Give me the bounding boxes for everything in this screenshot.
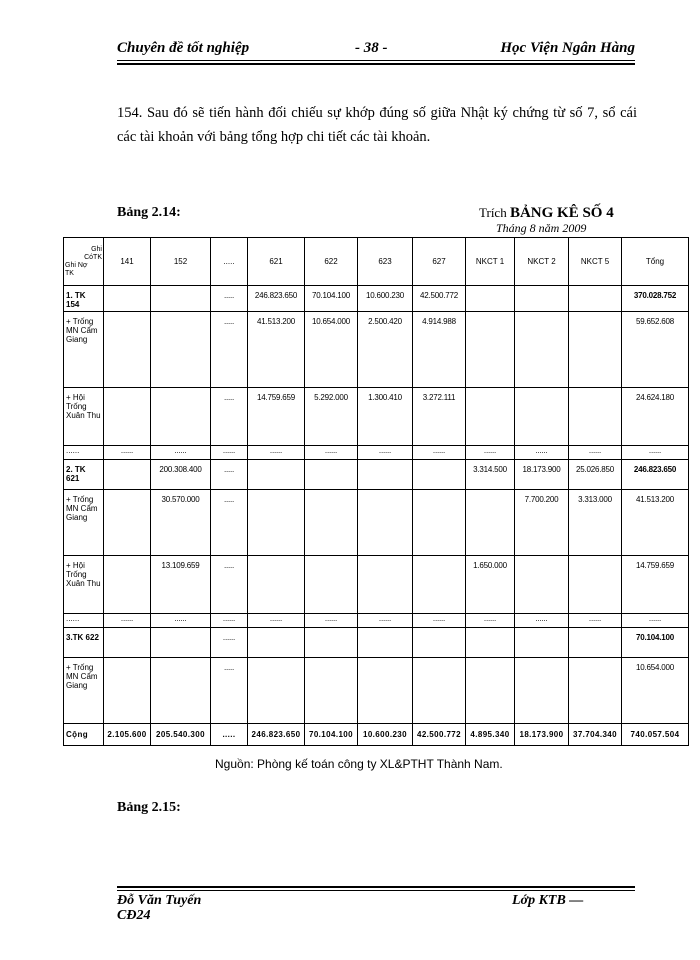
table-cell: 246.823.650	[248, 286, 305, 312]
table-cell	[104, 388, 151, 446]
column-header: 152	[151, 238, 211, 286]
table-cell	[466, 286, 515, 312]
table-cell	[305, 490, 358, 556]
table-cell: 1.300.410	[358, 388, 413, 446]
column-header: NKCT 1	[466, 238, 515, 286]
total-cell: .....	[211, 724, 248, 746]
column-header: 623	[358, 238, 413, 286]
row-label: 3.TK 622	[64, 628, 104, 658]
header-rule	[117, 60, 635, 61]
table-caption: Bảng 2.14:	[117, 205, 181, 220]
table-cell: 41.513.200	[248, 312, 305, 388]
table-cell: 7.700.200	[515, 490, 569, 556]
total-cell: 10.600.230	[358, 724, 413, 746]
table-cell: ......	[211, 614, 248, 628]
next-table-caption: Bảng 2.15:	[117, 800, 181, 815]
table-cell: 18.173.900	[515, 460, 569, 490]
table-cell	[515, 312, 569, 388]
table-cell	[413, 658, 466, 724]
table-cell: ......	[622, 446, 689, 460]
table-cell: 14.759.659	[248, 388, 305, 446]
table-cell	[151, 312, 211, 388]
table-cell: 3.272.111	[413, 388, 466, 446]
column-header: 141	[104, 238, 151, 286]
table-cell: ......	[211, 446, 248, 460]
table-cell: 13.109.659	[151, 556, 211, 614]
table-cell	[305, 556, 358, 614]
total-cell: 740.057.504	[622, 724, 689, 746]
table-cell	[466, 490, 515, 556]
table-cell	[151, 388, 211, 446]
table-row	[64, 388, 689, 446]
column-header: NKCT 5	[569, 238, 622, 286]
table-cell	[569, 388, 622, 446]
header-page-number: - 38 -	[355, 40, 388, 56]
total-cell: 37.704.340	[569, 724, 622, 746]
table-cell: 5.292.000	[305, 388, 358, 446]
column-header: 627	[413, 238, 466, 286]
table-cell	[305, 658, 358, 724]
table-cell: 59.652.608	[622, 312, 689, 388]
total-cell: 2.105.600	[104, 724, 151, 746]
table-cell	[248, 490, 305, 556]
table-cell: 70.104.100	[622, 628, 689, 658]
table-cell	[358, 490, 413, 556]
table-cell	[413, 460, 466, 490]
table-cell: ......	[466, 614, 515, 628]
table-cell	[305, 628, 358, 658]
table-cell	[151, 286, 211, 312]
table-cell	[358, 628, 413, 658]
table-cell: .....	[211, 460, 248, 490]
table-cell	[248, 628, 305, 658]
table-row	[64, 658, 689, 724]
row-label: ......	[64, 614, 104, 628]
table-cell: 42.500.772	[413, 286, 466, 312]
table-cell: .....	[211, 286, 248, 312]
table-cell	[569, 628, 622, 658]
total-cell: 70.104.100	[305, 724, 358, 746]
table-cell: 200.308.400	[151, 460, 211, 490]
table-cell	[515, 628, 569, 658]
table-cell: .....	[211, 388, 248, 446]
table-cell	[515, 286, 569, 312]
row-label: 2. TK 621	[64, 460, 104, 490]
table-cell: 70.104.100	[305, 286, 358, 312]
table-title-prefix: Trích	[479, 205, 507, 220]
table-cell: 3.314.500	[466, 460, 515, 490]
table-cell: 4.914.988	[413, 312, 466, 388]
row-label: ......	[64, 446, 104, 460]
table-cell: 370.028.752	[622, 286, 689, 312]
total-cell: 4.895.340	[466, 724, 515, 746]
table-title	[479, 205, 614, 222]
row-label: + Trống MN Cẩm Giang	[64, 490, 104, 556]
table-cell	[358, 460, 413, 490]
table-title-main: BẢNG KÊ SỐ 4	[509, 205, 614, 221]
table-cell	[151, 628, 211, 658]
table-cell: .....	[211, 658, 248, 724]
ledger-table	[63, 237, 689, 746]
table-cell: ......	[151, 614, 211, 628]
footer-rule-thick	[117, 886, 635, 888]
table-cell	[248, 556, 305, 614]
table-cell: .....	[211, 556, 248, 614]
table-source-note: Nguồn: Phòng kế toán công ty XL&PTHT Thành Nam.	[215, 757, 503, 771]
footer-class: Lớp KTB —	[512, 893, 584, 908]
table-row	[64, 312, 689, 388]
table-row	[64, 286, 689, 312]
table-row	[64, 628, 689, 658]
footer-rule	[117, 890, 635, 891]
table-cell	[358, 658, 413, 724]
footer-author	[117, 893, 201, 923]
column-header: NKCT 2	[515, 238, 569, 286]
row-label: 1. TK 154	[64, 286, 104, 312]
table-cell: 10.654.000	[305, 312, 358, 388]
column-header: Tổng	[622, 238, 689, 286]
table-cell	[104, 490, 151, 556]
header-institution: Học Viện Ngân Hàng	[500, 40, 635, 56]
table-header-row	[64, 238, 689, 286]
total-row	[64, 724, 689, 746]
row-label: + Trống MN Cẩm Giang	[64, 658, 104, 724]
table-cell: ......	[248, 614, 305, 628]
table-cell	[248, 658, 305, 724]
table-cell	[466, 628, 515, 658]
footer-author-code: CĐ24	[117, 908, 151, 923]
footer-author-name: Đỗ Văn Tuyến	[117, 893, 202, 908]
table-cell: ......	[305, 446, 358, 460]
table-cell: ......	[515, 614, 569, 628]
total-cell: 42.500.772	[413, 724, 466, 746]
table-cell: 2.500.420	[358, 312, 413, 388]
table-cell: ......	[358, 614, 413, 628]
table-cell: ......	[151, 446, 211, 460]
table-cell: ......	[413, 446, 466, 460]
table-cell	[413, 490, 466, 556]
table-cell: .....	[211, 312, 248, 388]
table-cell	[104, 628, 151, 658]
total-cell: 205.540.300	[151, 724, 211, 746]
table-row	[64, 614, 689, 628]
table-cell	[248, 460, 305, 490]
row-label: + Trống MN Cẩm Giang	[64, 312, 104, 388]
table-row	[64, 446, 689, 460]
row-label: + Hội Trống Xuân Thu	[64, 388, 104, 446]
total-label: Cộng	[64, 724, 104, 746]
table-cell	[151, 658, 211, 724]
table-cell	[569, 556, 622, 614]
table-cell	[515, 388, 569, 446]
table-cell	[104, 460, 151, 490]
table-cell: 14.759.659	[622, 556, 689, 614]
table-cell	[466, 658, 515, 724]
table-cell: ......	[622, 614, 689, 628]
total-cell: 18.173.900	[515, 724, 569, 746]
table-row	[64, 556, 689, 614]
table-cell: 10.654.000	[622, 658, 689, 724]
table-cell	[104, 312, 151, 388]
table-cell: ......	[104, 446, 151, 460]
table-row	[64, 490, 689, 556]
table-cell	[104, 286, 151, 312]
table-cell: ......	[305, 614, 358, 628]
table-cell: 30.570.000	[151, 490, 211, 556]
column-header: 622	[305, 238, 358, 286]
table-cell	[305, 460, 358, 490]
table-cell	[466, 312, 515, 388]
table-cell: ......	[248, 446, 305, 460]
table-cell: ......	[569, 446, 622, 460]
table-cell: ......	[358, 446, 413, 460]
table-cell: 41.513.200	[622, 490, 689, 556]
table-cell	[466, 388, 515, 446]
table-cell	[358, 556, 413, 614]
table-cell: 1.650.000	[466, 556, 515, 614]
header-rule-thick	[117, 63, 635, 65]
table-row	[64, 460, 689, 490]
table-cell	[515, 556, 569, 614]
table-cell: ......	[413, 614, 466, 628]
column-header: .....	[211, 238, 248, 286]
table-cell: ......	[569, 614, 622, 628]
table-cell: ......	[515, 446, 569, 460]
table-cell: 25.026.850	[569, 460, 622, 490]
table-cell	[104, 556, 151, 614]
table-cell: 3.313.000	[569, 490, 622, 556]
table-subtitle: Tháng 8 năm 2009	[496, 221, 587, 235]
table-cell	[413, 628, 466, 658]
table-cell	[569, 312, 622, 388]
total-cell: 246.823.650	[248, 724, 305, 746]
page-header	[117, 40, 635, 60]
table-cell	[104, 658, 151, 724]
table-cell: ......	[104, 614, 151, 628]
table-cell: ......	[211, 628, 248, 658]
table-cell: ......	[466, 446, 515, 460]
table-cell	[569, 286, 622, 312]
header-thesis-title: Chuyên đề tốt nghiệp	[117, 40, 250, 56]
column-header: 621	[248, 238, 305, 286]
table-cell: 10.600.230	[358, 286, 413, 312]
table-cell: 246.823.650	[622, 460, 689, 490]
table-cell	[569, 658, 622, 724]
table-cell	[515, 658, 569, 724]
table-cell	[413, 556, 466, 614]
row-label: + Hội Trống Xuân Thu	[64, 556, 104, 614]
table-cell: .....	[211, 490, 248, 556]
table-cell: 24.624.180	[622, 388, 689, 446]
corner-header-cell: Ghi CóTK Ghi Nợ TK	[64, 238, 104, 286]
body-paragraph: 154. Sau đó sẽ tiến hành đối chiếu sự khớp đúng số giữa Nhật ký chứng từ số 7, sổ cái các tài khoản với bảng tổng hợp chi tiết các tài khoản.	[117, 105, 637, 145]
